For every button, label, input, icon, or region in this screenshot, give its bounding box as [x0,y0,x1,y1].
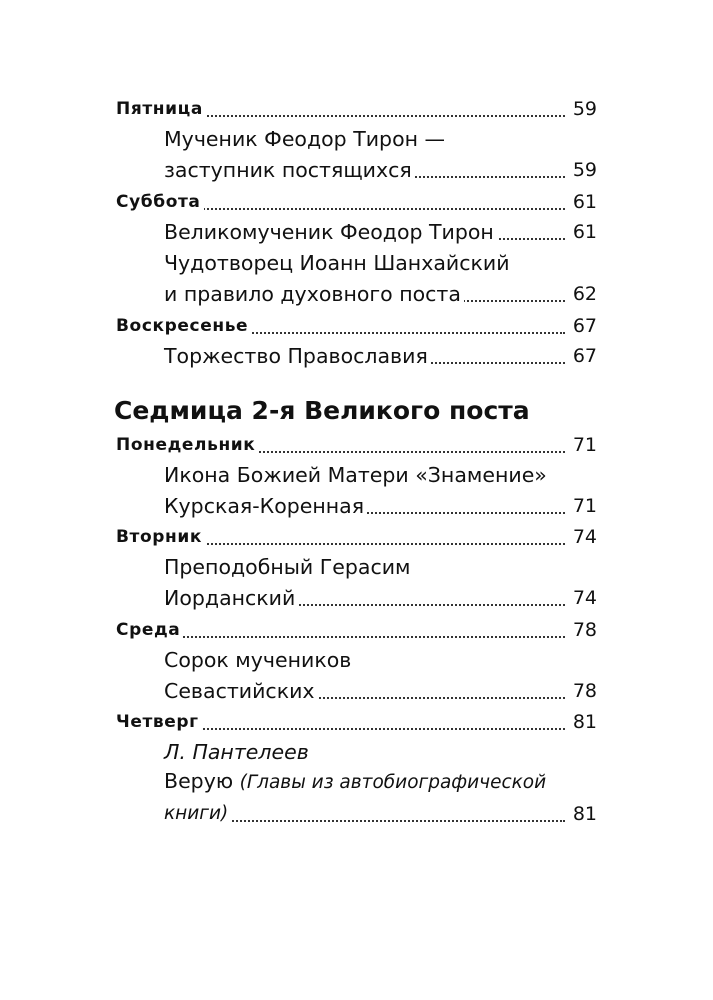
entry-title: Мученик Феодор Тирон — [164,126,448,152]
toc-row-entry[interactable] [0,343,713,373]
day-heading: Пятница [116,96,206,122]
dot-leader [194,728,565,730]
page-number: 74 [570,524,597,550]
toc-row-entry [0,250,713,280]
entry-note: книги) [164,801,231,827]
toc-row-day[interactable] [0,432,713,462]
toc-row-entry [0,739,713,769]
page-number: 74 [570,585,597,611]
entry-title: Торжество Православия [164,343,431,369]
page-number: 71 [570,493,597,519]
entry-title: Чудотворец Иоанн Шанхайский [164,250,513,276]
page-number: 67 [570,343,597,369]
day-heading: Четверг [116,709,202,735]
section-title: Седмица 2-я Великого поста [114,396,530,425]
entry-title: Икона Божией Матери «Знамение» [164,462,550,488]
toc-row-entry [0,647,713,677]
entry-title: заступник постящихся [164,157,415,183]
page-number: 71 [570,432,597,458]
toc-row-entry [0,462,713,492]
dot-leader [200,543,565,545]
page-number: 78 [570,617,597,643]
page-number: 59 [570,96,597,122]
page-number: 81 [570,801,597,827]
entry-title: Сорок мучеников [164,647,354,673]
entry-title: и правило духовного поста [164,281,464,307]
entry-author: Л. Пантелеев [164,739,312,765]
entry-title: Курская-Коренная [164,493,367,519]
toc-row-entry[interactable] [0,678,713,708]
page-number: 62 [570,281,597,307]
day-heading: Вторник [116,524,205,550]
toc-row-entry[interactable] [0,157,713,187]
entry-title [164,768,549,796]
page-number: 78 [570,678,597,704]
toc-row-entry[interactable] [0,801,713,831]
entry-title: Севастийских [164,678,318,704]
page-number: 81 [570,709,597,735]
day-heading: Воскресенье [116,313,251,339]
toc-row-entry[interactable] [0,585,713,615]
day-heading: Среда [116,617,183,643]
page-number: 61 [570,219,597,245]
page-number: 67 [570,313,597,339]
toc-row-day[interactable] [0,524,713,554]
dot-leader [290,697,565,699]
dot-leader [290,604,565,606]
dot-leader [180,636,565,638]
day-heading: Суббота [116,189,204,215]
dot-leader [245,332,565,334]
toc-row-day[interactable] [0,96,713,126]
toc-row-entry [0,554,713,584]
toc-row-entry [0,770,713,800]
dot-leader [200,115,565,117]
page-number: 61 [570,189,597,215]
toc-row-entry[interactable] [0,493,713,523]
entry-title: Преподобный Герасим [164,554,414,580]
toc-row-entry[interactable] [0,219,713,249]
toc-row-day[interactable] [0,617,713,647]
dot-leader [255,451,565,453]
dot-leader [225,820,565,822]
entry-title: Великомученик Феодор Тирон [164,219,497,245]
entry-title: Иорданский [164,585,298,611]
dot-leader [200,208,565,210]
toc-row-entry [0,126,713,156]
toc-row-day[interactable] [0,313,713,343]
toc-row-day[interactable] [0,189,713,219]
entry-note: (Главы из автобиографической [239,772,547,793]
entry-title-text: Верую [164,769,234,793]
toc-row-day[interactable] [0,709,713,739]
page-number: 59 [570,157,597,183]
day-heading: Понедельник [116,432,258,458]
toc-row-entry[interactable] [0,281,713,311]
